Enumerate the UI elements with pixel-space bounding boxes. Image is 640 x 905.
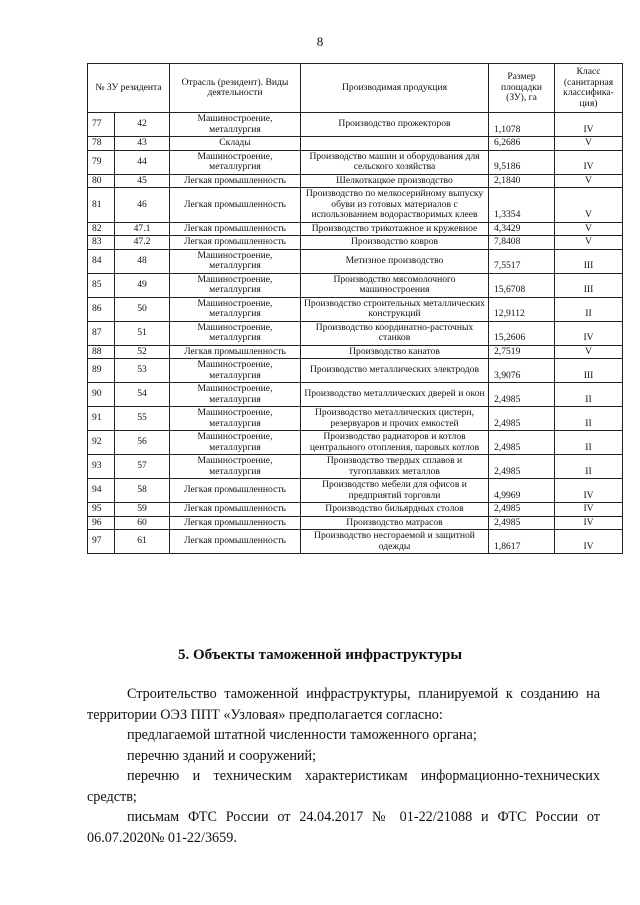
header-product: Производимая продукция	[301, 64, 489, 113]
product-cell: Шелкоткацкое производство	[301, 174, 489, 188]
class-cell: V	[555, 222, 623, 236]
area-cell: 12,9112	[489, 297, 555, 321]
industry-cell: Легкая промышленность	[170, 188, 301, 223]
area-cell: 2,1840	[489, 174, 555, 188]
row-number-cell: 81	[88, 188, 115, 223]
row-number-cell: 80	[88, 174, 115, 188]
class-cell: IV	[555, 530, 623, 554]
class-cell: IV	[555, 113, 623, 137]
zu-number-cell: 50	[115, 297, 170, 321]
product-cell: Производство машин и оборудования для сельского хозяйства	[301, 150, 489, 174]
area-cell: 2,7519	[489, 345, 555, 359]
table-row	[88, 137, 623, 151]
row-number-cell: 79	[88, 150, 115, 174]
area-cell: 2,4985	[489, 516, 555, 530]
zu-number-cell: 59	[115, 503, 170, 517]
industry-cell: Машиностроение, металлургия	[170, 150, 301, 174]
zu-number-cell: 57	[115, 455, 170, 479]
industry-cell: Легкая промышленность	[170, 345, 301, 359]
table-row	[88, 516, 623, 530]
industry-cell: Машиностроение, металлургия	[170, 431, 301, 455]
table-row	[88, 431, 623, 455]
paragraph: письмам ФТС России от 24.04.2017 № 01-22/21088 и ФТС России от 06.07.2020№ 01-22/3659.	[87, 809, 600, 846]
paragraph: предлагаемой штатной численности таможенного органа;	[127, 727, 477, 743]
industry-cell: Легкая промышленность	[170, 516, 301, 530]
industry-cell: Склады	[170, 137, 301, 151]
zu-number-cell: 54	[115, 383, 170, 407]
zu-number-cell: 52	[115, 345, 170, 359]
row-number-cell: 86	[88, 297, 115, 321]
table-body	[88, 113, 623, 554]
product-cell: Производство прожекторов	[301, 113, 489, 137]
table-row	[88, 503, 623, 517]
class-cell: II	[555, 383, 623, 407]
product-cell: Производство металлических дверей и окон	[301, 383, 489, 407]
row-number-cell: 82	[88, 222, 115, 236]
row-number-cell: 91	[88, 407, 115, 431]
row-number-cell: 92	[88, 431, 115, 455]
industry-cell: Легкая промышленность	[170, 222, 301, 236]
zu-number-cell: 51	[115, 321, 170, 345]
product-cell	[301, 137, 489, 151]
area-cell: 3,9076	[489, 359, 555, 383]
area-cell: 2,4985	[489, 503, 555, 517]
resident-table	[87, 63, 623, 554]
row-number-cell: 89	[88, 359, 115, 383]
table-row	[88, 222, 623, 236]
product-cell: Производство металлических цистерн, резервуаров и прочих емкостей	[301, 407, 489, 431]
area-cell: 2,4985	[489, 383, 555, 407]
paragraph: Строительство таможенной инфраструктуры, планируемой к созданию на территории ОЭЗ ППТ «Узловая» предполагается согласно:	[87, 686, 600, 723]
table-header-row	[88, 64, 623, 113]
area-cell: 7,5517	[489, 249, 555, 273]
row-number-cell: 96	[88, 516, 115, 530]
table-row	[88, 479, 623, 503]
table-row	[88, 297, 623, 321]
zu-number-cell: 60	[115, 516, 170, 530]
row-number-cell: 78	[88, 137, 115, 151]
zu-number-cell: 49	[115, 273, 170, 297]
section-heading: 5. Объекты таможенной инфраструктуры	[177, 647, 463, 663]
row-number-cell: 83	[88, 236, 115, 250]
body-text	[87, 684, 600, 848]
class-cell: V	[555, 137, 623, 151]
class-cell: III	[555, 249, 623, 273]
row-number-cell: 97	[88, 530, 115, 554]
industry-cell: Машиностроение, металлургия	[170, 249, 301, 273]
product-cell: Производство бильярдных столов	[301, 503, 489, 517]
area-cell: 2,4985	[489, 455, 555, 479]
zu-number-cell: 55	[115, 407, 170, 431]
product-cell: Производство несгораемой и защитной одежды	[301, 530, 489, 554]
row-number-cell: 87	[88, 321, 115, 345]
industry-cell: Легкая промышленность	[170, 530, 301, 554]
industry-cell: Машиностроение, металлургия	[170, 455, 301, 479]
class-cell: IV	[555, 150, 623, 174]
area-cell: 9,5186	[489, 150, 555, 174]
zu-number-cell: 43	[115, 137, 170, 151]
table-row	[88, 359, 623, 383]
table-row	[88, 383, 623, 407]
zu-number-cell: 45	[115, 174, 170, 188]
class-cell: IV	[555, 516, 623, 530]
product-cell: Производство мебели для офисов и предприятий торговли	[301, 479, 489, 503]
industry-cell: Легкая промышленность	[170, 236, 301, 250]
product-cell: Производство по мелкосерийному выпуску обуви из готовых материалов с использованием водорастворимых клеев	[301, 188, 489, 223]
product-cell: Производство строительных металлических конструкций	[301, 297, 489, 321]
product-cell: Производство матрасов	[301, 516, 489, 530]
table-row	[88, 407, 623, 431]
class-cell: III	[555, 359, 623, 383]
product-cell: Производство координатно-расточных станков	[301, 321, 489, 345]
zu-number-cell: 58	[115, 479, 170, 503]
zu-number-cell: 61	[115, 530, 170, 554]
zu-number-cell: 56	[115, 431, 170, 455]
area-cell: 1,1078	[489, 113, 555, 137]
zu-number-cell: 47.2	[115, 236, 170, 250]
area-cell: 2,4985	[489, 431, 555, 455]
industry-cell: Машиностроение, металлургия	[170, 273, 301, 297]
paragraph: перечню зданий и сооружений;	[127, 747, 317, 764]
area-cell: 6,2686	[489, 137, 555, 151]
zu-number-cell: 42	[115, 113, 170, 137]
row-number-cell: 85	[88, 273, 115, 297]
header-zu-number: № ЗУ резидента	[88, 64, 170, 113]
product-cell: Производство твердых сплавов и тугоплавких металлов	[301, 455, 489, 479]
class-cell: II	[555, 431, 623, 455]
industry-cell: Машиностроение, металлургия	[170, 383, 301, 407]
class-cell: IV	[555, 503, 623, 517]
product-cell: Производство ковров	[301, 236, 489, 250]
zu-number-cell: 44	[115, 150, 170, 174]
industry-cell: Легкая промышленность	[170, 503, 301, 517]
product-cell: Производство мясомолочного машиностроения	[301, 273, 489, 297]
table-row	[88, 345, 623, 359]
row-number-cell: 84	[88, 249, 115, 273]
table-row	[88, 236, 623, 250]
product-cell: Производство металлических электродов	[301, 359, 489, 383]
class-cell: IV	[555, 479, 623, 503]
table-row	[88, 113, 623, 137]
row-number-cell: 88	[88, 345, 115, 359]
table-row	[88, 530, 623, 554]
class-cell: II	[555, 297, 623, 321]
class-cell: II	[555, 407, 623, 431]
zu-number-cell: 46	[115, 188, 170, 223]
table-row	[88, 249, 623, 273]
industry-cell: Машиностроение, металлургия	[170, 359, 301, 383]
product-cell: Производство трикотажное и кружевное	[301, 222, 489, 236]
product-cell: Метизное производство	[301, 249, 489, 273]
table-row	[88, 150, 623, 174]
area-cell: 1,8617	[489, 530, 555, 554]
table-row	[88, 273, 623, 297]
area-cell: 4,9969	[489, 479, 555, 503]
page-number: 8	[316, 34, 324, 49]
zu-number-cell: 53	[115, 359, 170, 383]
row-number-cell: 90	[88, 383, 115, 407]
row-number-cell: 77	[88, 113, 115, 137]
zu-number-cell: 48	[115, 249, 170, 273]
industry-cell: Легкая промышленность	[170, 479, 301, 503]
table-row	[88, 174, 623, 188]
zu-number-cell: 47.1	[115, 222, 170, 236]
table-row	[88, 321, 623, 345]
industry-cell: Машиностроение, металлургия	[170, 113, 301, 137]
product-cell: Производство радиаторов и котлов центрального отопления, паровых котлов	[301, 431, 489, 455]
header-class: Класс (санитарная классифика-ция)	[555, 64, 623, 113]
row-number-cell: 93	[88, 455, 115, 479]
area-cell: 15,6708	[489, 273, 555, 297]
table-row	[88, 188, 623, 223]
industry-cell: Машиностроение, металлургия	[170, 321, 301, 345]
class-cell: V	[555, 188, 623, 223]
area-cell: 2,4985	[489, 407, 555, 431]
row-number-cell: 94	[88, 479, 115, 503]
header-industry: Отрасль (резидент). Виды деятельности	[170, 64, 301, 113]
class-cell: IV	[555, 321, 623, 345]
area-cell: 15,2606	[489, 321, 555, 345]
table-row	[88, 455, 623, 479]
industry-cell: Машиностроение, металлургия	[170, 297, 301, 321]
class-cell: III	[555, 273, 623, 297]
class-cell: V	[555, 236, 623, 250]
paragraph: перечню и техническим характеристикам информационно-технических средств;	[87, 768, 600, 805]
industry-cell: Легкая промышленность	[170, 174, 301, 188]
class-cell: V	[555, 174, 623, 188]
area-cell: 1,3354	[489, 188, 555, 223]
class-cell: V	[555, 345, 623, 359]
area-cell: 4,3429	[489, 222, 555, 236]
class-cell: II	[555, 455, 623, 479]
industry-cell: Машиностроение, металлургия	[170, 407, 301, 431]
row-number-cell: 95	[88, 503, 115, 517]
area-cell: 7,8408	[489, 236, 555, 250]
product-cell: Производство канатов	[301, 345, 489, 359]
header-area: Размер площадки (ЗУ), га	[489, 64, 555, 113]
